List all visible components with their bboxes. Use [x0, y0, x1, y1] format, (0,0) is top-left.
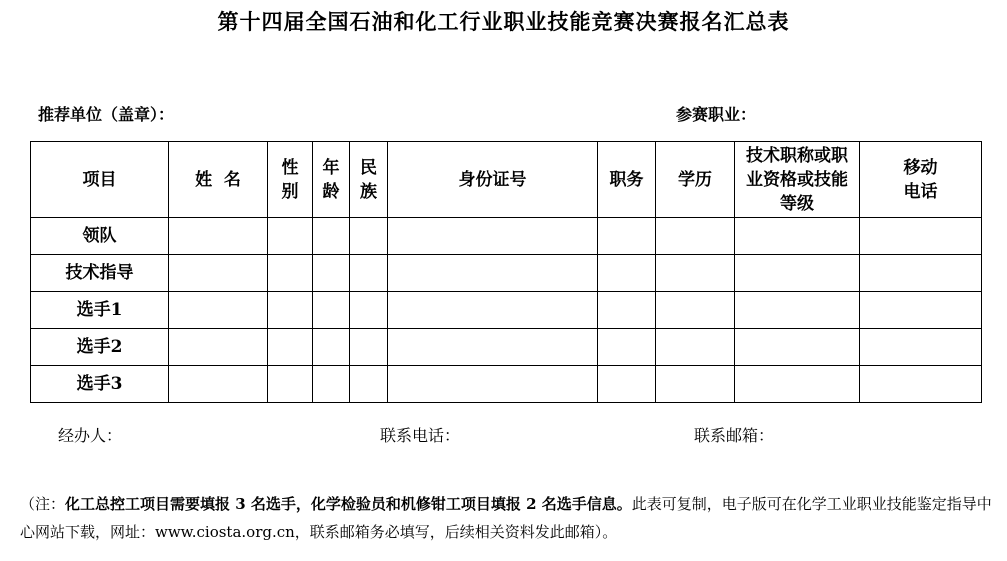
footnote-rest: 此表可复制，电子版可在化学工业职业技能鉴定指导中心网站下载，网址：www.ciosta.org.cn，联系邮箱务必填写，后续相关资料发此邮箱）。 — [20, 495, 992, 541]
cell-position[interactable] — [598, 329, 656, 366]
cell-mobile[interactable] — [860, 255, 982, 292]
cell-name[interactable] — [169, 329, 268, 366]
table-row — [31, 329, 982, 366]
footnote-open: （注： — [20, 495, 66, 513]
header-name: 姓 名 — [169, 142, 268, 218]
row-label: 选手2 — [31, 329, 169, 366]
cell-gender[interactable] — [268, 292, 313, 329]
header-mobile: 移动电话 — [860, 142, 982, 218]
cell-mobile[interactable] — [860, 218, 982, 255]
cell-education[interactable] — [656, 366, 735, 403]
cell-education[interactable] — [656, 218, 735, 255]
header-id-number: 身份证号 — [388, 142, 598, 218]
cell-mobile[interactable] — [860, 366, 982, 403]
cell-mobile[interactable] — [860, 329, 982, 366]
cell-title-qualification[interactable] — [735, 292, 860, 329]
header-item: 项目 — [31, 142, 169, 218]
row-label: 技术指导 — [31, 255, 169, 292]
cell-age[interactable] — [313, 255, 350, 292]
row-label: 选手1 — [31, 292, 169, 329]
page-title: 第十四届全国石油和化工行业职业技能竞赛决赛报名汇总表 — [217, 9, 790, 34]
cell-education[interactable] — [656, 292, 735, 329]
cell-id-number[interactable] — [388, 218, 598, 255]
recommend-unit-label: 推荐单位（盖章）： — [38, 105, 175, 124]
cell-ethnicity[interactable] — [350, 255, 388, 292]
table-row — [31, 218, 982, 255]
cell-position[interactable] — [598, 255, 656, 292]
cell-position[interactable] — [598, 218, 656, 255]
cell-ethnicity[interactable] — [350, 292, 388, 329]
cell-age[interactable] — [313, 366, 350, 403]
cell-name[interactable] — [169, 292, 268, 329]
footnote-bold: 化工总控工项目需要填报 3 名选手，化学检验员和机修钳工项目填报 2 名选手信息。 — [65, 495, 632, 513]
row-label: 领队 — [31, 218, 169, 255]
row-label: 选手3 — [31, 366, 169, 403]
phone-label: 联系电话： — [380, 426, 461, 445]
cell-position[interactable] — [598, 292, 656, 329]
registration-table — [30, 141, 982, 403]
header-age: 年龄 — [313, 142, 350, 218]
cell-title-qualification[interactable] — [735, 218, 860, 255]
cell-id-number[interactable] — [388, 366, 598, 403]
cell-name[interactable] — [169, 255, 268, 292]
header-gender: 性别 — [268, 142, 313, 218]
handler-label: 经办人： — [58, 426, 123, 445]
occupation-label: 参赛职业： — [676, 105, 757, 124]
cell-title-qualification[interactable] — [735, 255, 860, 292]
cell-education[interactable] — [656, 329, 735, 366]
cell-id-number[interactable] — [388, 292, 598, 329]
table-row — [31, 292, 982, 329]
table-row — [31, 366, 982, 403]
cell-id-number[interactable] — [388, 329, 598, 366]
cell-name[interactable] — [169, 366, 268, 403]
cell-education[interactable] — [656, 255, 735, 292]
header-title-qualification: 技术职称或职业资格或技能等级 — [735, 142, 860, 218]
cell-gender[interactable] — [268, 218, 313, 255]
cell-gender[interactable] — [268, 329, 313, 366]
header-ethnicity: 民族 — [350, 142, 388, 218]
cell-age[interactable] — [313, 218, 350, 255]
cell-mobile[interactable] — [860, 292, 982, 329]
cell-gender[interactable] — [268, 255, 313, 292]
cell-ethnicity[interactable] — [350, 329, 388, 366]
cell-ethnicity[interactable] — [350, 366, 388, 403]
email-label: 联系邮箱： — [694, 426, 775, 445]
cell-age[interactable] — [313, 292, 350, 329]
cell-title-qualification[interactable] — [735, 329, 860, 366]
header-position: 职务 — [598, 142, 656, 218]
header-education: 学历 — [656, 142, 735, 218]
footnote — [20, 490, 1000, 546]
cell-ethnicity[interactable] — [350, 218, 388, 255]
cell-age[interactable] — [313, 329, 350, 366]
header-row — [31, 142, 982, 218]
cell-name[interactable] — [169, 218, 268, 255]
table-row — [31, 255, 982, 292]
cell-title-qualification[interactable] — [735, 366, 860, 403]
cell-id-number[interactable] — [388, 255, 598, 292]
cell-position[interactable] — [598, 366, 656, 403]
cell-gender[interactable] — [268, 366, 313, 403]
